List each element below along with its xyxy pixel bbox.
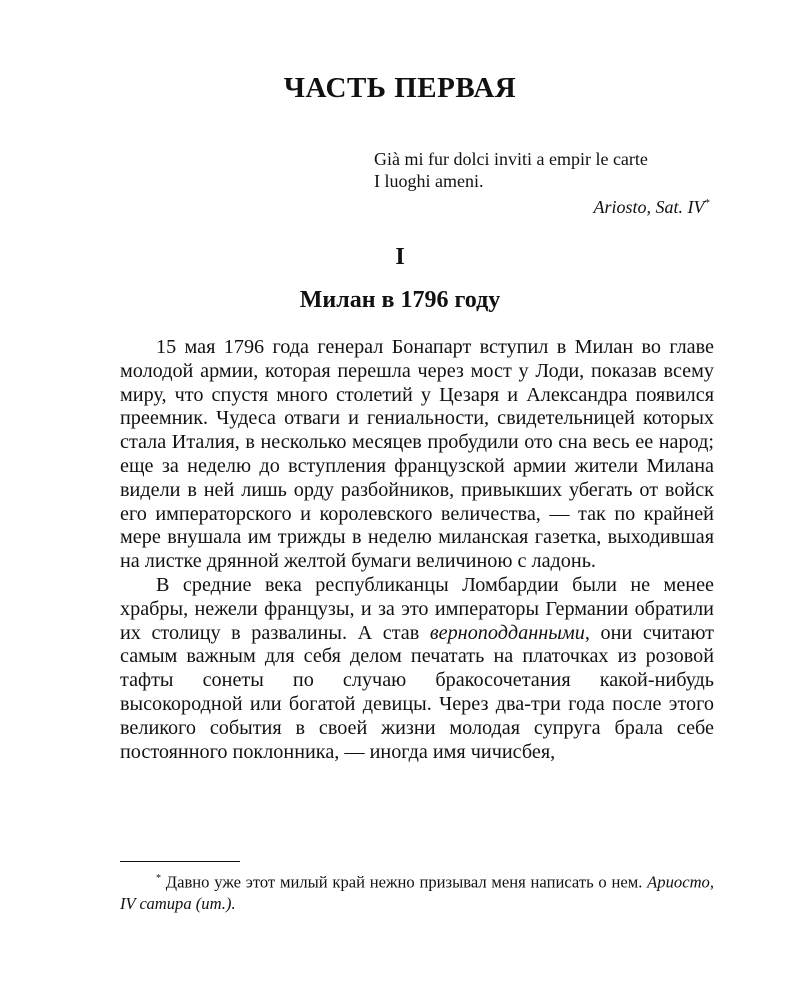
paragraph-2-start: В средние века республиканцы Ломбардии были не менее храбры, нежели французы, и за это императоры Германии обратили их столицу в развалины. А став <box>120 573 714 644</box>
footnote-divider <box>120 861 240 862</box>
footnote-marker: * <box>156 873 161 884</box>
epigraph <box>374 148 716 218</box>
footnote-source: Ариосто, IV сатира (ит.). <box>120 872 714 913</box>
epigraph-source-text: Ariosto, Sat. IV <box>593 197 705 217</box>
part-title: ЧАСТЬ ПЕРВАЯ <box>283 72 517 104</box>
epigraph-line-1: Già mi fur dolci inviti a empir le carte <box>374 149 648 169</box>
chapter-title: Милан в 1796 году <box>299 287 501 313</box>
epigraph-source <box>374 192 716 218</box>
epigraph-footnote-marker[interactable]: * <box>704 197 710 209</box>
epigraph-line-2: I luoghi ameni. <box>374 171 484 191</box>
chapter-body <box>120 336 714 764</box>
chapter-number: I <box>395 244 405 270</box>
footnote-text: Давно уже этот милый край нежно призывал меня написать о нем. <box>161 872 648 892</box>
paragraph-2 <box>120 574 714 764</box>
paragraph-2-end: они считают самым важным для себя делом печатать на платочках из розовой тафты сонеты по случаю бракосочетания какой-нибудь высокородной или богатой девицы. Через два-три года после этого великого события в своей жизни молодая супруга брала себе постоянного поклонника, — иногда имя чичисбея, <box>120 621 714 763</box>
footnote <box>120 868 714 914</box>
paragraph-1: 15 мая 1796 года генерал Бонапарт вступил в Милан во главе молодой армии, которая перешла через мост у Лоди, показав всему миру, что спустя много столетий у Цезаря и Александра появился преемник. Чудеса отваги и гениальности, свидетельницей которых стала Италия, в несколько месяцев пробудили ото сна весь ее народ; еще за неделю до вступления французской армии жители Милана видели в ней лишь орду разбойников, привыкших убегать от войск его императорского и королевского величества, — так по крайней мере внушала им трижды в неделю миланская газетка, выходившая на листке дрянной желтой бумаги величиною с ладонь. <box>120 336 714 573</box>
paragraph-2-emphasis: верноподданными, <box>429 621 590 644</box>
